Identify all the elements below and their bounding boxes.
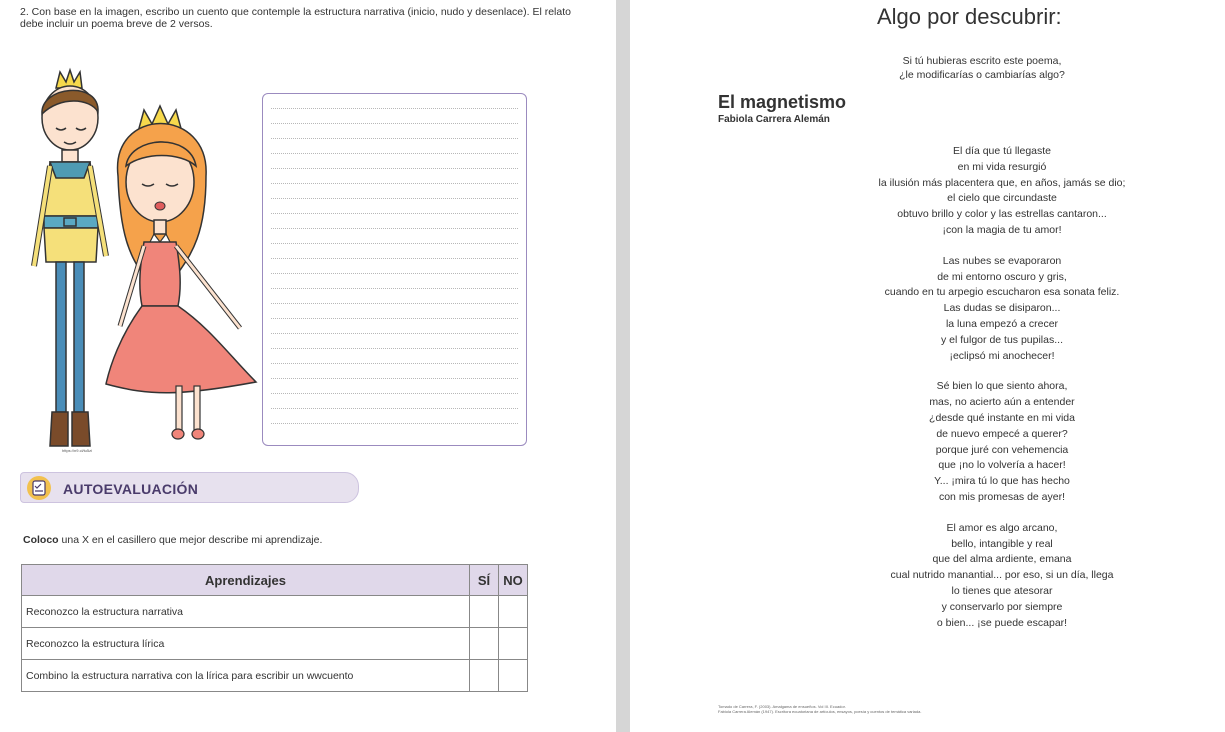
writing-line — [271, 348, 518, 349]
poem-line: de mi entorno oscuro y gris, — [937, 270, 1067, 283]
checkbox-no[interactable] — [499, 660, 528, 692]
writing-line — [271, 138, 518, 139]
checkbox-si[interactable] — [470, 628, 499, 660]
writing-line — [271, 378, 518, 379]
header-si: SÍ — [470, 565, 499, 596]
writing-line — [271, 198, 518, 199]
writing-line — [271, 243, 518, 244]
writing-area[interactable] — [262, 93, 527, 446]
checkbox-no[interactable] — [499, 596, 528, 628]
writing-line — [271, 183, 518, 184]
poem-body — [792, 144, 1212, 646]
poem-line: Las nubes se evaporaron — [942, 254, 1062, 267]
writing-line — [271, 168, 518, 169]
right-page — [632, 0, 1225, 732]
writing-line — [271, 408, 518, 409]
poem-line: y conservarlo por siempre — [941, 600, 1063, 613]
writing-line — [271, 273, 518, 274]
checkbox-si[interactable] — [470, 660, 499, 692]
poem-title: El magnetismo — [718, 92, 847, 112]
writing-line — [271, 303, 518, 304]
poem-line: la ilusión más placentera que, en años, jamás se dio; — [878, 176, 1126, 189]
poem-line: ¡eclipsó mi anochecer! — [949, 349, 1055, 362]
poem-line: Las dudas se disiparon... — [943, 302, 1061, 315]
checkbox-no[interactable] — [499, 628, 528, 660]
writing-line — [271, 393, 518, 394]
prince-figure — [34, 70, 106, 446]
aprendizajes-table — [21, 564, 528, 692]
poem-line: cuando en tu arpegio escucharon esa sonata feliz. — [884, 286, 1120, 299]
poem-line: mas, no acierto aún a entender — [929, 396, 1075, 409]
poem-line: El día que tú llegaste — [952, 145, 1052, 157]
row-label: Combino la estructura narrativa con la lírica para escribir un wwcuento — [22, 660, 470, 692]
poem-line: ¡con la magia de tu amor! — [942, 223, 1062, 236]
poem-line: el cielo que circundaste — [947, 192, 1057, 205]
poem-line: El amor es algo arcano, — [946, 521, 1058, 534]
poem-line: obtuvo brillo y color y las estrellas cantaron... — [897, 208, 1107, 221]
writing-line — [271, 258, 518, 259]
poem-stanza — [792, 254, 1212, 365]
section-title: Algo por descubrir: — [877, 4, 1062, 29]
poem-line: en mi vida resurgió — [957, 160, 1047, 173]
poem-author: Fabiola Carrera Alemán — [718, 114, 830, 125]
table-row — [22, 628, 528, 660]
coloco-instruction: Coloco una X en el casillero que mejor describe mi aprendizaje. — [23, 534, 323, 546]
poem-stanza — [792, 379, 1212, 505]
writing-line — [271, 288, 518, 289]
writing-line — [271, 153, 518, 154]
poem-line: cual nutrido manantial... por eso, si un día, llega — [890, 569, 1114, 582]
poem-stanza — [792, 144, 1212, 239]
poem-line: o bien... ¡se puede escapar! — [936, 616, 1068, 629]
poem-line: Sé bien lo que siento ahora, — [936, 380, 1068, 393]
poem-line: que del alma ardiente, emana — [932, 553, 1072, 566]
poem-stanza — [792, 521, 1212, 632]
poem-line: de nuevo empecé a querer? — [936, 427, 1068, 440]
writing-line — [271, 108, 518, 109]
autoevaluacion-banner — [20, 472, 359, 503]
poem-line: ¿desde qué instante en mi vida — [929, 411, 1075, 424]
princess-figure — [106, 106, 256, 439]
poem-line: que ¡no lo volvería a hacer! — [938, 459, 1066, 472]
writing-line — [271, 318, 518, 319]
question-text: Si tú hubieras escrito este poema, ¿le modificarías o cambiarías algo? — [899, 55, 1065, 81]
row-label: Reconozco la estructura narrativa — [22, 596, 470, 628]
checkbox-si[interactable] — [470, 596, 499, 628]
poem-line: bello, intangible y real — [951, 537, 1053, 550]
table-row — [22, 660, 528, 692]
instruction-text: 2. Con base en la imagen, escribo un cuento que contemple la estructura narrativa (inicio, nudo y desenlace). El relato debe incluir un poema breve de 2 versos. — [20, 6, 571, 30]
writing-line — [271, 423, 518, 424]
poem-line: porque juré con vehemencia — [935, 443, 1069, 456]
prince-princess-illustration — [20, 66, 260, 456]
writing-line — [271, 228, 518, 229]
header-no: NO — [499, 565, 528, 596]
table-row — [22, 596, 528, 628]
writing-line — [271, 333, 518, 334]
autoevaluacion-title: AUTOEVALUACIÓN — [63, 481, 199, 497]
poem-line: con mis promesas de ayer! — [938, 490, 1066, 503]
left-page — [0, 0, 612, 732]
poem-line: y el fulgor de tus pupilas... — [941, 333, 1063, 346]
writing-line — [271, 213, 518, 214]
checklist-icon — [27, 476, 51, 500]
poem-line: Y... ¡mira tú lo que has hecho — [934, 475, 1070, 488]
row-label: Reconozco la estructura lírica — [22, 628, 470, 660]
writing-line — [271, 363, 518, 364]
footnote: Tomado de Carrera, F. (2003). Amalgama de ensueños. Vol III. Ecuador. Fabiola Carrera Alemán (1947). Escritora ecuatoriana de artículos, ensayos, poesía y cuentos de temática variada. — [718, 704, 922, 714]
poem-line: la luna empezó a crecer — [945, 317, 1059, 330]
page-divider — [616, 0, 630, 732]
writing-line — [271, 123, 518, 124]
poem-line: lo tienes que atesorar — [951, 584, 1053, 597]
image-credit[interactable]: https://n9.cl/tu5zi — [62, 448, 93, 453]
header-aprendizajes: Aprendizajes — [22, 565, 470, 596]
